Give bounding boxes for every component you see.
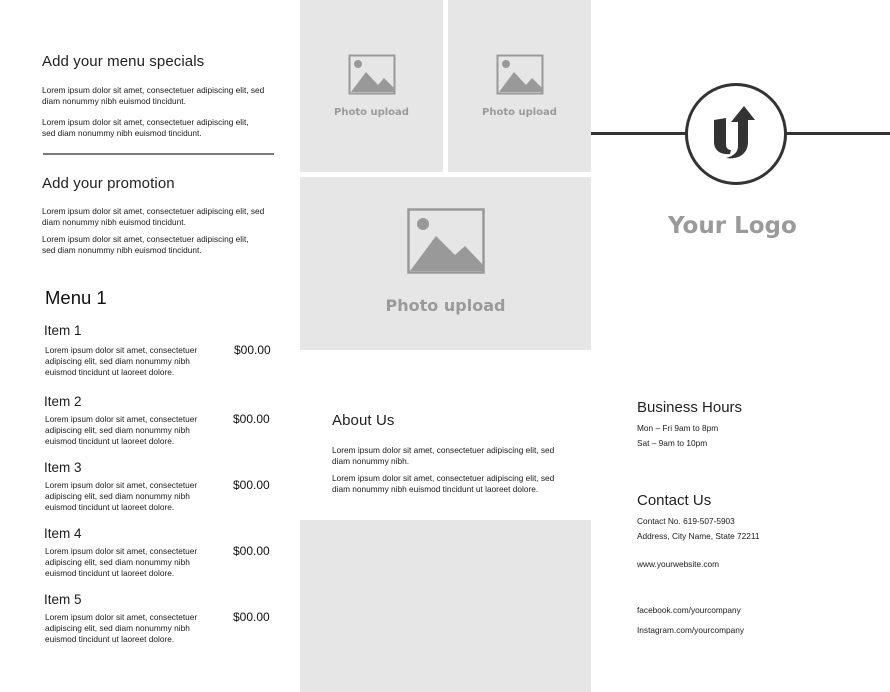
photo-upload-bottom[interactable] <box>300 520 591 692</box>
about-paragraph-1: Lorem ipsum dolor sit amet, consectetuer adipiscing elit, sed diam nonummy nibh. <box>332 445 555 466</box>
about-paragraph-2: Lorem ipsum dolor sit amet, consectetuer adipiscing elit, sed diam nonummy nibh euismod tincidunt ut laoreet dolore. <box>332 473 555 494</box>
contact-title: Contact Us <box>637 492 712 509</box>
menu-title: Menu 1 <box>45 287 107 308</box>
contact-website-link[interactable]: www.yourwebsite.com <box>637 559 720 569</box>
photo-upload-label: Photo upload <box>334 107 409 118</box>
contact-instagram-link[interactable]: Instagram.com/yourcompany <box>637 625 744 635</box>
promotion-paragraph-1: Lorem ipsum dolor sit amet, consectetuer adipiscing elit, sed diam nonummy nibh euismod tincidunt. <box>42 206 265 227</box>
photo-upload-large[interactable] <box>300 177 591 350</box>
specials-paragraph-2: Lorem ipsum dolor sit amet, consectetuer adipiscing elit, sed diam nonummy nibh euismod tincidunt. <box>42 117 249 138</box>
image-placeholder-icon <box>496 54 544 95</box>
image-placeholder-icon <box>348 54 396 95</box>
menu-item-price: $00.00 <box>233 544 270 558</box>
business-hours-title: Business Hours <box>637 399 743 416</box>
specials-title: Add your menu specials <box>42 53 205 70</box>
promotion-paragraph-2: Lorem ipsum dolor sit amet, consectetuer adipiscing elit, sed diam nonummy nibh euismod tincidunt. <box>42 234 249 255</box>
menu-item-price: $00.00 <box>233 610 270 624</box>
logo-line-right <box>785 132 890 135</box>
section-divider <box>43 153 274 155</box>
photo-upload-small-right[interactable] <box>448 0 591 172</box>
menu-item-description: Lorem ipsum dolor sit amet, consectetuer adipiscing elit, sed diam nonummy nibh euismod tincidunt ut laoreet dolore. <box>45 480 198 512</box>
logo-text: Your Logo <box>668 213 797 239</box>
logo-arrow-icon <box>708 102 764 166</box>
logo-circle <box>685 83 787 185</box>
hours-line-weekday: Mon – Fri 9am to 8pm <box>637 423 719 433</box>
photo-upload-label: Photo upload <box>385 296 506 315</box>
menu-item-name: Item 3 <box>44 460 82 475</box>
photo-upload-label: Photo upload <box>482 107 557 118</box>
menu-item-name: Item 4 <box>44 526 82 541</box>
about-title: About Us <box>332 412 395 429</box>
hours-line-saturday: Sat – 9am to 10pm <box>637 438 708 448</box>
menu-item-description: Lorem ipsum dolor sit amet, consectetuer adipiscing elit, sed diam nonummy nibh euismod tincidunt ut laoreet dolore. <box>45 546 198 578</box>
menu-item-price: $00.00 <box>233 478 270 492</box>
specials-paragraph-1: Lorem ipsum dolor sit amet, consectetuer adipiscing elit, sed diam nonummy nibh euismod tincidunt. <box>42 85 265 106</box>
photo-upload-small-left[interactable] <box>300 0 443 172</box>
menu-item-description: Lorem ipsum dolor sit amet, consectetuer adipiscing elit, sed diam nonummy nibh euismod tincidunt ut laoreet dolore. <box>45 414 198 446</box>
image-placeholder-icon <box>407 208 485 274</box>
menu-item-price: $00.00 <box>234 343 271 357</box>
contact-phone: Contact No. 619-507-5903 <box>637 516 735 526</box>
contact-facebook-link[interactable]: facebook.com/yourcompany <box>637 605 741 615</box>
menu-item-name: Item 5 <box>44 592 82 607</box>
logo-line-left <box>591 132 686 135</box>
menu-item-price: $00.00 <box>233 412 270 426</box>
promotion-title: Add your promotion <box>42 175 175 192</box>
contact-address: Address, City Name, State 72211 <box>637 531 760 541</box>
menu-item-description: Lorem ipsum dolor sit amet, consectetuer adipiscing elit, sed diam nonummy nibh euismod tincidunt ut laoreet dolore. <box>45 612 198 644</box>
menu-item-description: Lorem ipsum dolor sit amet, consectetuer adipiscing elit, sed diam nonummy nibh euismod tincidunt ut laoreet dolore. <box>45 345 198 377</box>
menu-item-name: Item 1 <box>44 323 82 338</box>
menu-item-name: Item 2 <box>44 394 82 409</box>
